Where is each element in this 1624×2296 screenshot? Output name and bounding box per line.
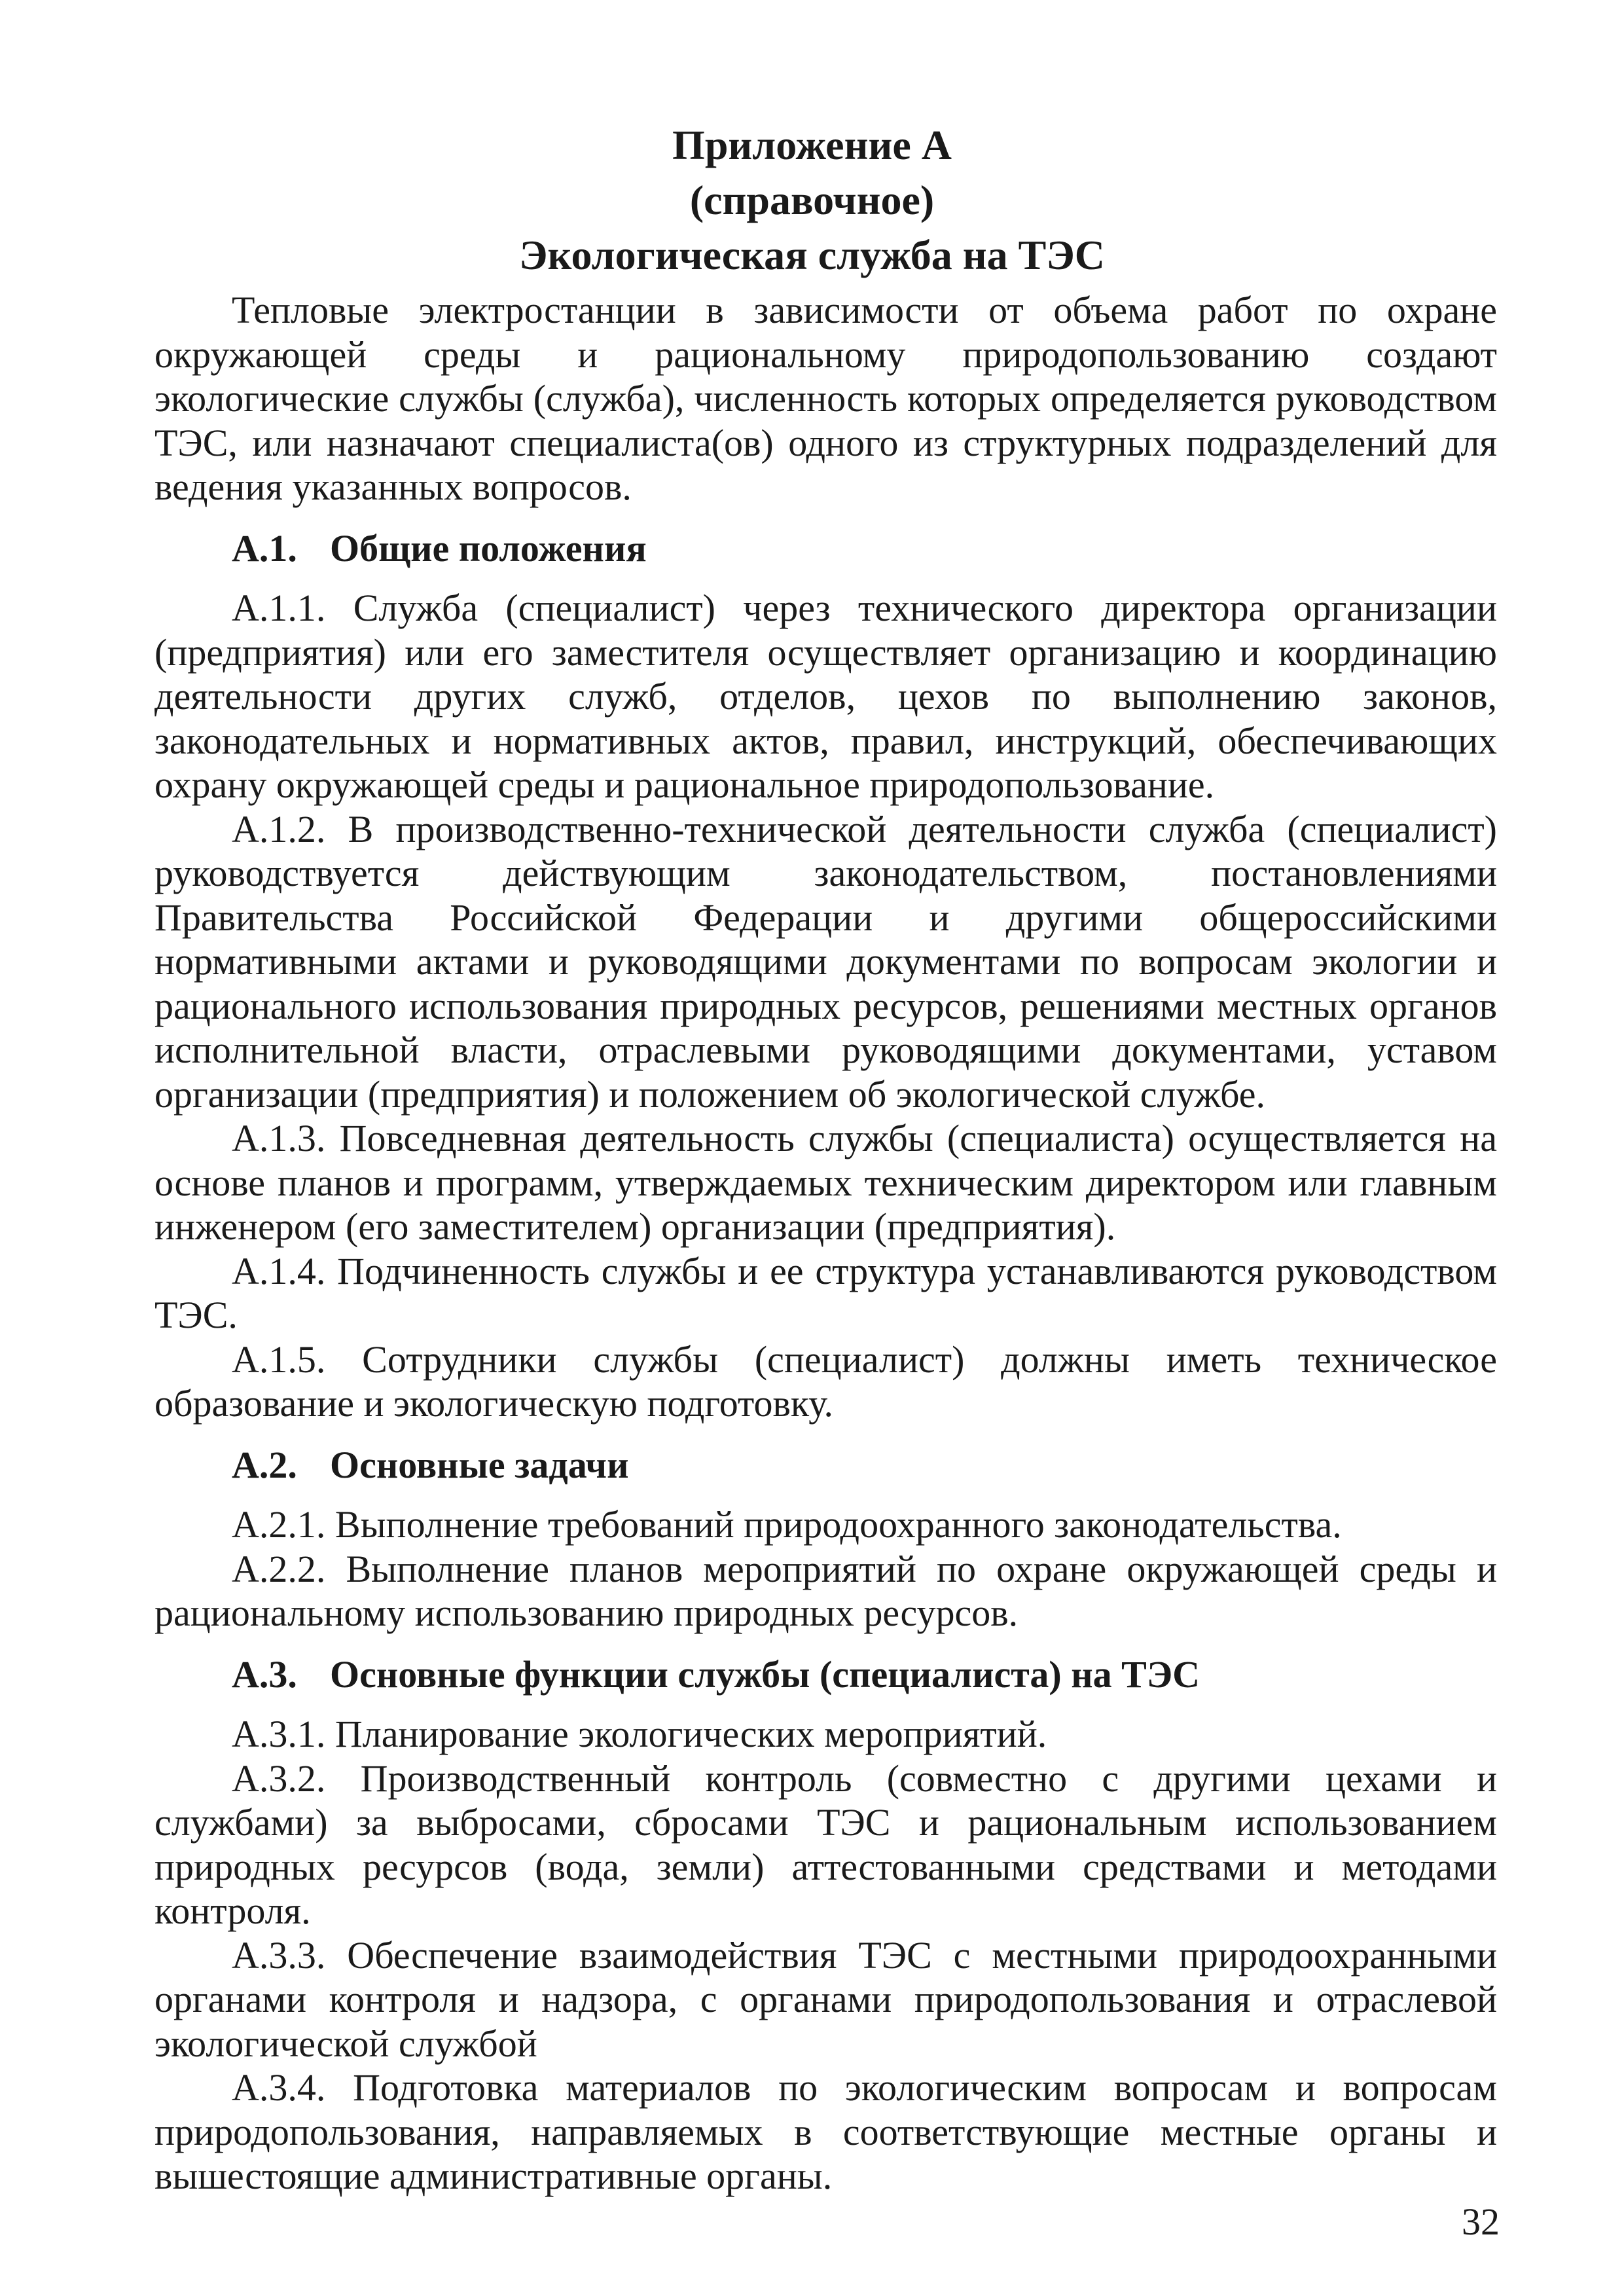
paragraph-a-1-1: А.1.1. Служба (специалист) через технического директора организации (предприятия) или его заместителя осуществляет организацию и координацию деятельности других служб, отделов, цехов по выполнению законов, законодательных и нормативных актов, правил, инструкций, обеспечивающих охрану окружающей среды и рациональное природопользование. xyxy=(154,587,1497,806)
paragraph-a-3-4: А.3.4. Подготовка материалов по экологическим вопросам и вопросам природопользования, направляемых в соответствующие местные органы и вышестоящие административные органы. xyxy=(154,2066,1497,2197)
title-line-3: Экологическая служба на ТЭС xyxy=(519,232,1105,278)
page-number: 32 xyxy=(1462,2200,1500,2243)
section-heading-a3 xyxy=(154,1652,1497,1697)
section-heading-a2 xyxy=(154,1443,1497,1487)
paragraph-a-1-2: А.1.2. В производственно-технической деятельности служба (специалист) руководствуется действующим законодательством, постановлениями Правительства Российской Федерации и другими общероссийскими нормативными актами и руководящими документами по вопросам экологии и рационального использования природных ресурсов, решениями местных органов исполнительной власти, отраслевыми руководящими документами, уставом организации (предприятия) и положением об экологической службе. xyxy=(154,807,1497,1116)
title-line-2: (справочное) xyxy=(689,177,935,223)
paragraph-a-1-4: А.1.4. Подчиненность службы и ее структура устанавливаются руководством ТЭС. xyxy=(154,1249,1497,1336)
paragraph-a-2-2: А.2.2. Выполнение планов мероприятий по охране окружающей среды и рациональному использованию природных ресурсов. xyxy=(154,1547,1497,1634)
paragraph-a-1-5: А.1.5. Сотрудники службы (специалист) должны иметь техническое образование и экологическую подготовку. xyxy=(154,1338,1497,1425)
section-number: А.2. xyxy=(232,1443,297,1486)
paragraph-a-1-3: А.1.3. Повседневная деятельность службы (специалиста) осуществляется на основе планов и программ, утверждаемых техническим директором или главным инженером (его заместителем) организации (предприятия). xyxy=(154,1117,1497,1248)
section-title: Основные функции службы (специалиста) на ТЭС xyxy=(330,1652,1200,1696)
section-number: А.3. xyxy=(232,1652,297,1696)
section-title: Основные задачи xyxy=(330,1443,629,1486)
section-number: А.1. xyxy=(232,526,297,570)
section-heading-a1 xyxy=(154,526,1497,571)
paragraph-a-2-1: А.2.1. Выполнение требований природоохранного законодательства. xyxy=(232,1503,1342,1546)
intro-paragraph: Тепловые электростанции в зависимости от объема работ по охране окружающей среды и рациональному природопользованию создают экологические службы (служба), численность которых определяется руководством ТЭС, или назначают специалиста(ов) одного из структурных подразделений для ведения указанных вопросов. xyxy=(154,289,1497,508)
paragraph-a-3-1: А.3.1. Планирование экологических мероприятий. xyxy=(232,1713,1047,1755)
paragraph-a-3-2: А.3.2. Производственный контроль (совместно с другими цехами и службами) за выбросами, сбросами ТЭС и рациональным использованием природных ресурсов (вода, земли) аттестованными средствами и методами контроля. xyxy=(154,1757,1497,1932)
appendix-title xyxy=(0,118,1624,283)
title-line-1: Приложение А xyxy=(672,122,952,168)
document-body xyxy=(154,288,1497,2198)
section-title: Общие положения xyxy=(330,526,647,570)
paragraph-a-3-3: А.3.3. Обеспечение взаимодействия ТЭС с местными природоохранными органами контроля и надзора, с органами природопользования и отраслевой экологической службой xyxy=(154,1933,1497,2065)
